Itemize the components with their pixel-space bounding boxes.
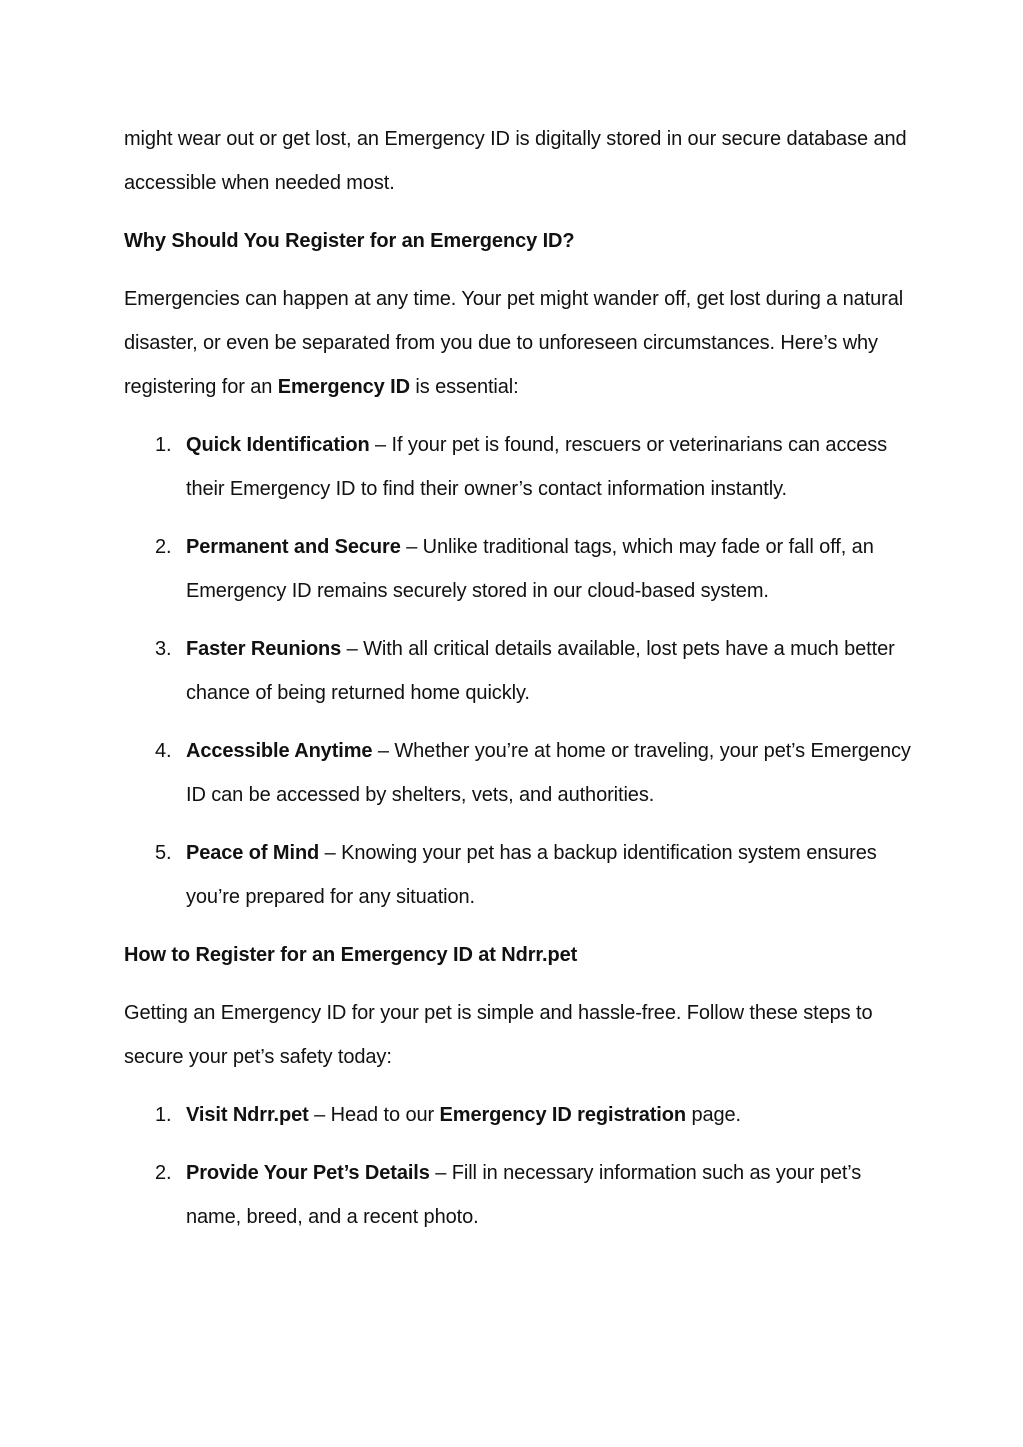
list-item: [124, 729, 914, 817]
steps-list: [124, 1093, 914, 1239]
list-item: [124, 525, 914, 613]
benefits-list: [124, 423, 914, 919]
list-item-text: – With all critical details available, lost pets have a much better chance of being returned home quickly.: [186, 638, 895, 704]
list-item-number: 4.: [155, 740, 172, 762]
list-item-text: – Unlike traditional tags, which may fade or fall off, an Emergency ID remains securely stored in our cloud-based system.: [186, 536, 874, 602]
list-item-text: – Fill in necessary information such as your pet’s name, breed, and a recent photo.: [186, 1162, 862, 1228]
how-to-register-heading: How to Register for an Emergency ID at Ndrr.pet: [124, 944, 578, 966]
list-item-number: 3.: [155, 638, 172, 660]
list-item: [124, 1151, 914, 1239]
list-item-title: Permanent and Secure: [186, 536, 401, 558]
intro-paragraph: might wear out or get lost, an Emergency ID is digitally stored in our secure database and accessible when needed most.: [124, 128, 907, 194]
list-item: [124, 831, 914, 919]
list-item: [124, 1093, 914, 1137]
list-item-number: 2.: [155, 536, 172, 558]
list-item-title: Provide Your Pet’s Details: [186, 1162, 430, 1184]
why-paragraph-text-start: Emergencies can happen at any time. Your pet might wander off, get lost during a natural disaster, or even be separated from you due to unforeseen circumstances. Here’s why registering for an: [124, 288, 904, 398]
why-register-paragraph: [124, 277, 914, 409]
list-item-text: – Whether you’re at home or traveling, your pet’s Emergency ID can be accessed by shelters, vets, and authorities.: [186, 740, 911, 806]
list-item-text: – Knowing your pet has a backup identification system ensures you’re prepared for any situation.: [186, 842, 877, 908]
list-item-bold-text: Emergency ID registration: [439, 1104, 686, 1126]
why-register-heading: Why Should You Register for an Emergency ID?: [124, 230, 575, 252]
how-to-register-paragraph: Getting an Emergency ID for your pet is simple and hassle-free. Follow these steps to secure your pet’s safety today:: [124, 1002, 873, 1068]
list-item-title: Accessible Anytime: [186, 740, 373, 762]
list-item-title: Faster Reunions: [186, 638, 342, 660]
why-paragraph-bold: Emergency ID: [277, 376, 410, 398]
list-item-number: 5.: [155, 842, 172, 864]
list-item: [124, 423, 914, 511]
list-item: [124, 627, 914, 715]
list-item-number: 2.: [155, 1162, 172, 1184]
list-item-number: 1.: [155, 434, 172, 456]
list-item-title: Peace of Mind: [186, 842, 320, 864]
list-item-text-end: page.: [686, 1104, 742, 1126]
list-item-text: – Head to our: [308, 1104, 440, 1126]
list-item-title: Visit Ndrr.pet: [186, 1104, 309, 1126]
why-paragraph-text-end: is essential:: [409, 376, 519, 398]
list-item-title: Quick Identification: [186, 434, 370, 456]
list-item-text: – If your pet is found, rescuers or veterinarians can access their Emergency ID to find their owner’s contact information instantly.: [186, 434, 888, 500]
document-page: [124, 117, 914, 1253]
list-item-number: 1.: [155, 1104, 172, 1126]
